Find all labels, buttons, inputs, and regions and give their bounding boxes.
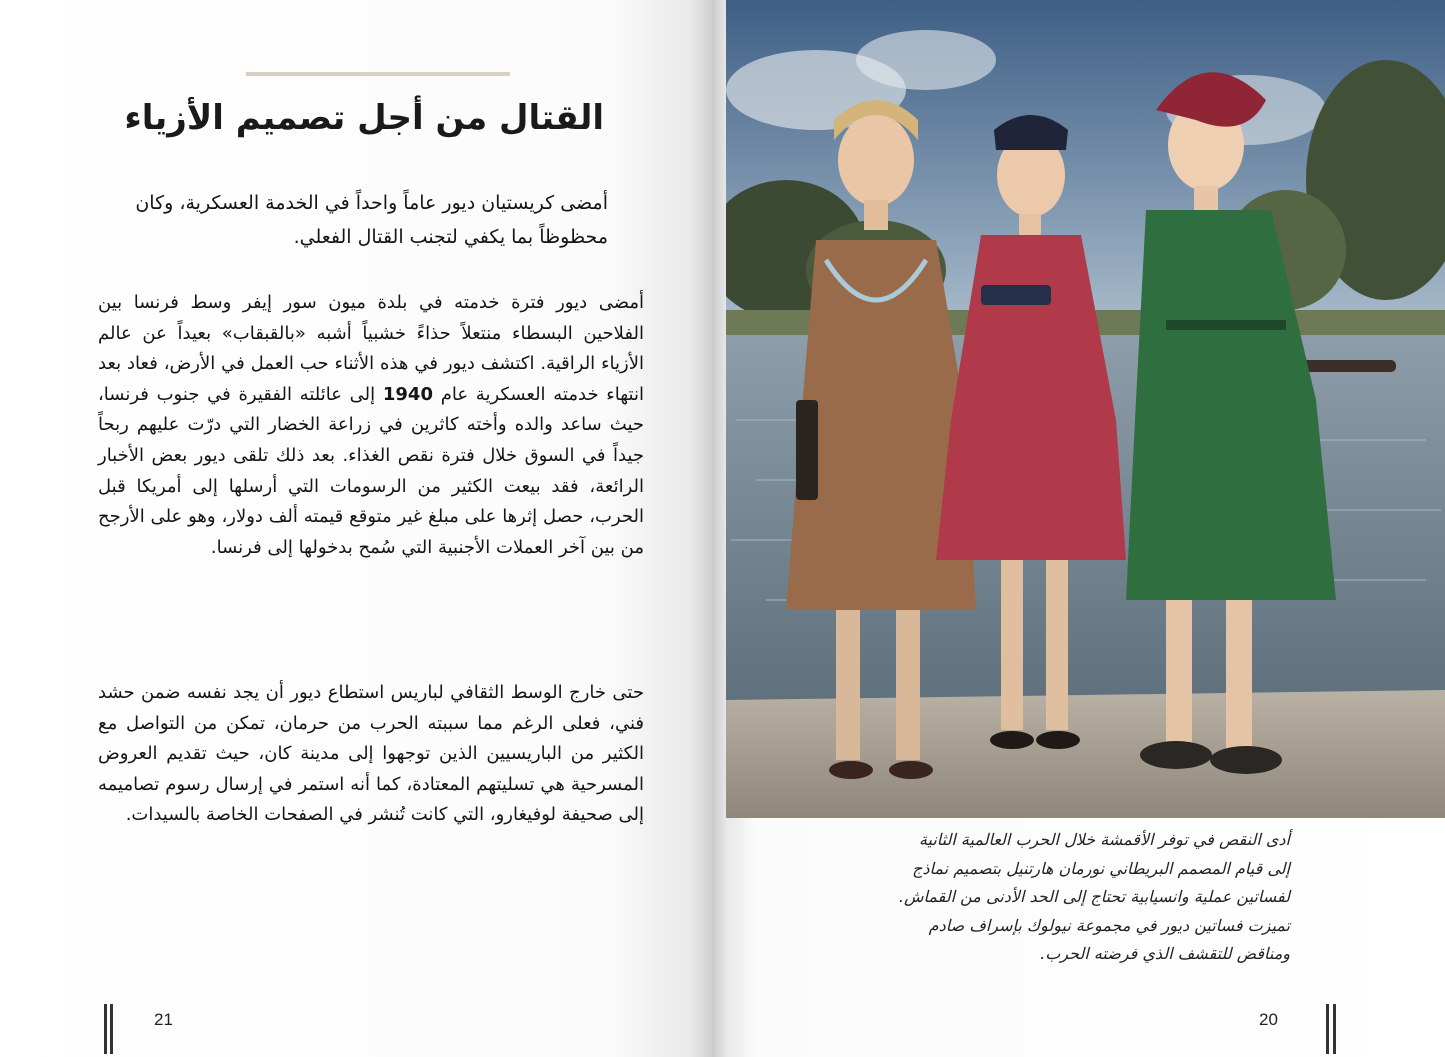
vintage-fashion-photo: [726, 0, 1445, 818]
caption-line-5: ومناقض للتقشف الذي فرضته الحرب.: [1040, 944, 1290, 963]
page-edge-mark-left-2: [110, 1004, 113, 1054]
title-rule: [246, 72, 510, 76]
lead-paragraph: أمضى كريستيان ديور عاماً واحداً في الخدمة العسكرية، وكان محظوظاً بما يكفي لتجنب القتال الفعلي.: [135, 192, 608, 248]
body-paragraph-1: [98, 288, 644, 563]
page-edge-mark-left: [104, 1004, 107, 1054]
chapter-title: القتال من أجل تصميم الأزياء: [124, 98, 604, 138]
page-edge-mark-right: [1326, 1004, 1329, 1054]
caption-line-1: أدى النقص في توفر الأقمشة خلال الحرب العالمية الثانية: [918, 830, 1290, 849]
photo-caption: [820, 826, 1290, 969]
caption-line-2: إلى قيام المصمم البريطاني نورمان هارتنيل بتصميم نماذج: [912, 858, 1290, 878]
page-number-right: 20: [1259, 1010, 1278, 1029]
page-edge-mark-right-2: [1333, 1004, 1336, 1054]
body-paragraph-2: حتى خارج الوسط الثقافي لباريس استطاع ديور أن يجد نفسه ضمن حشد فني، فعلى الرغم مما سببته الحرب من حرمان، تمكن من التواصل مع الكثير من الباريسيين الذين توجهوا إلى مدينة كان، حيث تقديم العروض المسرحية هي تسليتهم المعتادة، كما أنه استمر في إرسال رسوم تصاميمه إلى صحيفة لوفيغارو، التي كانت تُنشر في الصفحات الخاصة بالسيدات.: [98, 682, 644, 826]
paragraph1-part-a: أمضى ديور فترة خدمته في بلدة ميون سور إيفر وسط فرنسا بين الفلاحين البسطاء منتعلاً حذاءً خشبياً أشبه «بالقبقاب» بعيداً عن عالم الأزياء الراقية. اكتشف ديور في هذه الأثناء حب العمل في الأرض، فعاد بعد انتهاء خدمته العسكرية عام: [98, 292, 644, 405]
caption-line-4: تميزت فساتين ديور في مجموعة نيولوك بإسراف صادم: [928, 915, 1290, 935]
caption-line-3: لفساتين عملية وانسيابية تحتاج إلى الحد الأدنى من القماش.: [898, 887, 1290, 906]
paragraph1-part-b: إلى عائلته الفقيرة في جنوب فرنسا، حيث ساعد والده وأخته كاثرين في زراعة الخضار التي درّت عليهم ربحاً جيداً في السوق خلال فترة نقص الغذاء. بعد ذلك تلقى ديور بعض الأخبار الرائعة، فقد بيعت الكثير من الرسومات التي أرسلها إلى أمريكا قبل الحرب، حصل إثرها على مبلغ غير متوقع قيمته ألف دولار، وهو على الأرجح من بين آخر العملات الأجنبية التي سُمح بدخولها إلى فرنسا.: [98, 383, 644, 558]
year-1940: 1940: [382, 383, 433, 405]
page-number-left: 21: [154, 1010, 173, 1029]
left-page: [0, 0, 712, 1057]
